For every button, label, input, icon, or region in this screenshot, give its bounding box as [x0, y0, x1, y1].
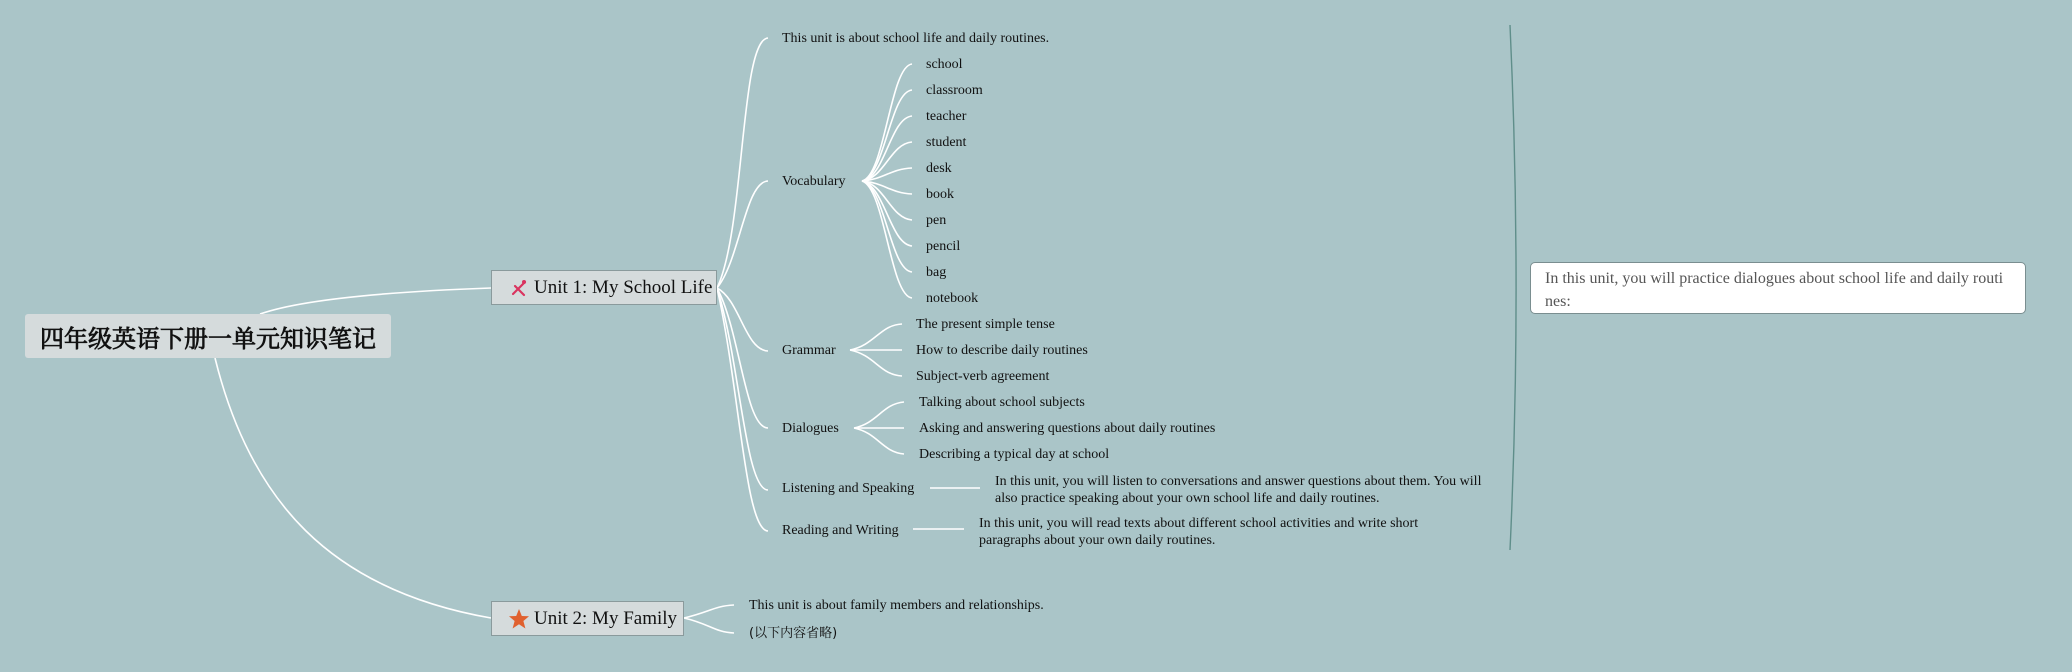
vocab-word[interactable]: school — [926, 57, 963, 72]
unit1-topic[interactable] — [491, 270, 717, 305]
unit2-omitted[interactable]: (以下内容省略) — [749, 626, 838, 641]
unit1-label: Unit 1: My School Life — [534, 276, 713, 298]
dialogues-topic[interactable]: Dialogues — [782, 421, 839, 436]
star-icon — [508, 608, 530, 630]
vocab-word[interactable]: desk — [926, 161, 952, 176]
dialogue-item[interactable]: Talking about school subjects — [919, 395, 1085, 410]
vocab-word[interactable]: notebook — [926, 291, 979, 306]
listening-text[interactable]: In this unit, you will listen to conversations and answer questions about them. You will also practice speaking about your own school life and daily routines. — [995, 474, 1482, 505]
vocab-word[interactable]: pen — [926, 213, 947, 228]
unit2-label: Unit 2: My Family — [534, 607, 678, 629]
vocab-word[interactable]: student — [926, 135, 967, 150]
grammar-item[interactable]: The present simple tense — [916, 317, 1055, 332]
root-title: 四年级英语下册一单元知识笔记 — [40, 324, 376, 353]
vocab-word[interactable]: bag — [926, 265, 947, 280]
vocab-word[interactable]: book — [926, 187, 954, 202]
tools-icon — [508, 277, 530, 299]
reading-text[interactable]: In this unit, you will read texts about different school activities and write short paragraphs about your own daily routines. — [979, 516, 1419, 547]
summary-note[interactable]: In this unit, you will practice dialogues about school life and daily routines: — [1530, 262, 2026, 314]
vocab-word[interactable]: pencil — [926, 239, 961, 254]
root-topic[interactable] — [25, 314, 391, 358]
grammar-item[interactable]: Subject-verb agreement — [916, 369, 1050, 384]
grammar-topic[interactable]: Grammar — [782, 343, 836, 358]
vocabulary-topic[interactable]: Vocabulary — [782, 174, 846, 189]
dialogue-item[interactable]: Describing a typical day at school — [919, 447, 1110, 462]
unit1-intro[interactable]: This unit is about school life and daily routines. — [782, 31, 1050, 46]
dialogue-item[interactable]: Asking and answering questions about daily routines — [919, 421, 1216, 436]
vocab-word[interactable]: teacher — [926, 109, 967, 124]
reading-topic[interactable]: Reading and Writing — [782, 523, 899, 538]
grammar-item[interactable]: How to describe daily routines — [916, 343, 1088, 358]
listening-topic[interactable]: Listening and Speaking — [782, 481, 915, 496]
vocab-word[interactable]: classroom — [926, 83, 983, 98]
unit2-intro[interactable]: This unit is about family members and relationships. — [749, 598, 1044, 613]
unit2-topic[interactable] — [491, 601, 684, 636]
